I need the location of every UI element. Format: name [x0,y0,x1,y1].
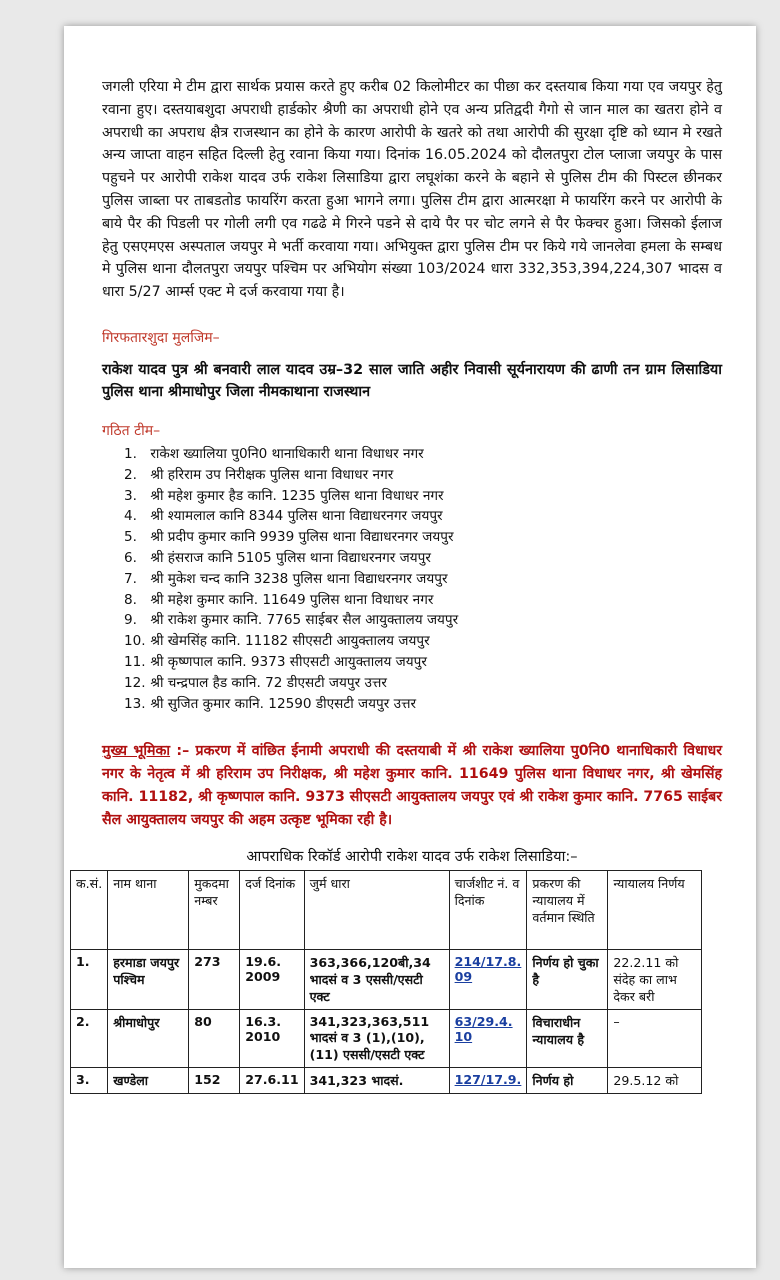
team-list [102,444,722,714]
cell-status: विचाराधीन न्यायालय है [527,1009,608,1067]
arrested-heading: गिरफतारशुदा मुलजिम– [102,329,220,346]
table-header-row [71,870,702,949]
team-member-number: 13. [124,695,146,712]
col-header-status: प्रकरण की न्यायालय में वर्तमान स्थिति [527,870,608,949]
team-member [102,465,722,486]
cell-chargesheet: 63/29.4. 10 [449,1009,527,1067]
cell-sections: 363,366,120बी,34 भादसं व 3 एससी/एसटी एक्ट [304,949,449,1009]
team-member-number: 5. [124,529,137,546]
criminal-record-title: आपराधिक रिकॉर्ड आरोपी राकेश यादव उर्फ राकेश लिसाडिया:– [246,847,578,865]
team-member [102,548,722,569]
team-member-text: श्री हंसराज कानि 5105 पुलिस थाना विद्याधरनगर जयपुर [150,549,431,566]
cell-status: निर्णय हो [527,1067,608,1093]
team-member [102,527,722,548]
cell-date: 16.3. 2010 [240,1009,304,1067]
team-member-text: राकेश ख्यालिया पु0नि0 थानाधिकारी थाना विधाधर नगर [150,445,424,462]
cell-decision: 29.5.12 को [608,1067,702,1093]
cell-status: निर्णय हो चुका है [527,949,608,1009]
team-member [102,590,722,611]
team-member-number: 12. [124,674,146,691]
col-header-sections: जुर्म धारा [304,870,449,949]
team-member-text: श्री राकेश कुमार कानि. 7765 साईबर सैल आयुक्तालय जयपुर [150,612,459,629]
team-member [102,673,722,694]
col-header-decision: न्यायालय निर्णय [608,870,702,949]
team-member [102,569,722,590]
cell-date: 27.6.11 [240,1067,304,1093]
team-member [102,610,722,631]
table-row [71,1009,702,1067]
cell-chargesheet: 214/17.8. 09 [449,949,527,1009]
cell-case-no: 273 [189,949,240,1009]
col-header-sn: क.सं. [71,870,108,949]
cell-sections: 341,323,363,511 भादसं व 3 (1),(10),(11) एससी/एसटी एक्ट [304,1009,449,1067]
table-row [71,949,702,1009]
team-member-number: 10. [124,633,146,650]
cell-station: खण्डेला [108,1067,189,1093]
team-member-text: श्री हरिराम उप निरीक्षक पुलिस थाना विधाधर नगर [150,466,394,483]
team-member-text: श्री चन्द्रपाल हैड कानि. 72 डीएसटी जयपुर उत्तर [150,674,387,691]
col-header-case-no: मुकदमा नम्बर [189,870,240,949]
table-row [71,1067,702,1093]
team-member-number: 3. [124,487,137,504]
cell-chargesheet: 127/17.9. [449,1067,527,1093]
team-member-text: श्री महेश कुमार हैड कानि. 1235 पुलिस थाना विधाधर नगर [150,487,444,504]
narrative-paragraph: जगली एरिया मे टीम द्वारा सार्थक प्रयास करते हुए करीब 02 किलोमीटर का पीछा कर दस्तयाब किया गया एव जयपुर हेतु रवाना हुए। दस्तयाबशुदा अपराधी हार्डकोर श्रैणी का अपराधी होने एव अन्य प्रतिद्वदी गैगो से जान माल का खतरा होने व अपराधी का अपराध क्षैत्र राजस्थान का होने के कारण आरोपी के खतरे को तथा आरोपी की सुरक्षा दृष्टि को ध्यान मे रखते अन्य जाप्ता वाहन सहित दिल्ली हेतु रवाना किया गया। दिनांक 16.05.2024 को दौलतपुरा टोल प्लाजा जयपुर के पास पहुचने पर आरोपी राकेश यादव उर्फ राकेश लिसाडिया द्वारा लघूशंका करने के बहाने से पुलिस टीम की पिस्टल छीनकर पुलिस जाब्ता पर ताबडतोड फायरिंग करता हुआ भागने लगा। पुलिस टीम द्वारा आत्मरक्षा मे फायरिंग करने पर आरोपी के बाये पैर की पिडली पर गोली लगी एव गढढे मे गिरने पडने से दाये पैर पर चोट लगने से पैर फेक्चर हुआ। जिसको ईलाज हेतु एसएमएस अस्पताल जयपुर मे भर्ती करवाया गया। अभियुक्त द्वारा पुलिस टीम पर किये गये जानलेवा हमला के सम्बध मे पुलिस थाना दौलतपुरा जयपुर पश्चिम पर अभियोग संख्या 103/2024 धारा 332,353,394,224,307 भादस व धारा 5/27 आर्म्स एक्ट मे दर्ज करवाया गया है। [102,79,722,301]
cell-sn: 1. [71,949,108,1009]
team-member [102,631,722,652]
team-member [102,486,722,507]
cell-case-no: 152 [189,1067,240,1093]
team-member [102,444,722,465]
team-member-text: श्री महेश कुमार कानि. 11649 पुलिस थाना विधाधर नगर [150,591,434,608]
team-member-number: 2. [124,466,137,483]
team-member-number: 8. [124,591,137,608]
document-content [76,76,722,1094]
main-role-text: :– प्रकरण में वांछित ईनामी अपराधी की दस्तयाबी में श्री राकेश ख्यालिया पु0नि0 थानाधिकारी विधाधर नगर के नेतृत्व में श्री हरिराम उप निरीक्षक, श्री महेश कुमार कानि. 11649 पुलिस थाना विधाधर नगर, श्री खेमसिंह कानि. 11182, श्री कृष्णपाल कानि. 9373 सीएसटी आयुक्तालय जयपुर एवं श्री राकेश कुमार कानि. 7765 साईबर सैल आयुक्तालय जयपुर की अहम उत्कृष्ट भूमिका रही है। [102,743,722,828]
col-header-station: नाम थाना [108,870,189,949]
cell-decision: 22.2.11 को संदेह का लाभ देकर बरी [608,949,702,1009]
cell-sn: 2. [71,1009,108,1067]
team-member-text: श्री सुजित कुमार कानि. 12590 डीएसटी जयपुर उत्तर [150,695,417,712]
team-member [102,506,722,527]
team-member-number: 7. [124,570,137,587]
team-member [102,694,722,715]
team-member-text: श्री प्रदीप कुमार कानि 9939 पुलिस थाना विद्याधरनगर जयपुर [150,529,454,546]
team-member-text: श्री श्यामलाल कानि 8344 पुलिस थाना विद्याधरनगर जयपुर [150,508,443,525]
cell-sections: 341,323 भादसं. [304,1067,449,1093]
team-member-number: 1. [124,445,137,462]
team-heading: गठित टीम– [102,422,161,439]
team-member-text: श्री कृष्णपाल कानि. 9373 सीएसटी आयुक्तालय जयपुर [150,653,427,670]
col-header-chargesheet: चार्जशीट नं. व दिनांक [449,870,527,949]
cell-sn: 3. [71,1067,108,1093]
main-role-paragraph [102,740,722,831]
cell-decision: – [608,1009,702,1067]
col-header-date: दर्ज दिनांक [240,870,304,949]
team-member-text: श्री खेमसिंह कानि. 11182 सीएसटी आयुक्तालय जयपुर [150,633,430,650]
document-page [64,26,756,1268]
criminal-record-table [70,870,702,1094]
cell-station: हरमाडा जयपुर पश्चिम [108,949,189,1009]
team-member-number: 11. [124,653,146,670]
team-member-number: 4. [124,508,137,525]
team-member-text: श्री मुकेश चन्द कानि 3238 पुलिस थाना विद्याधरनगर जयपुर [150,570,448,587]
cell-date: 19.6. 2009 [240,949,304,1009]
arrested-details: राकेश यादव पुत्र श्री बनवारी लाल यादव उम्र–32 साल जाति अहीर निवासी सूर्यनारायण की ढाणी तन ग्राम लिसाडिया पुलिस थाना श्रीमाधोपुर जिला नीमकाथाना राजस्थान [102,361,722,400]
team-member-number: 6. [124,549,137,566]
main-role-label: मुख्य भूमिका [102,743,171,760]
cell-case-no: 80 [189,1009,240,1067]
team-member [102,652,722,673]
team-member-number: 9. [124,612,137,629]
cell-station: श्रीमाधोपुर [108,1009,189,1067]
